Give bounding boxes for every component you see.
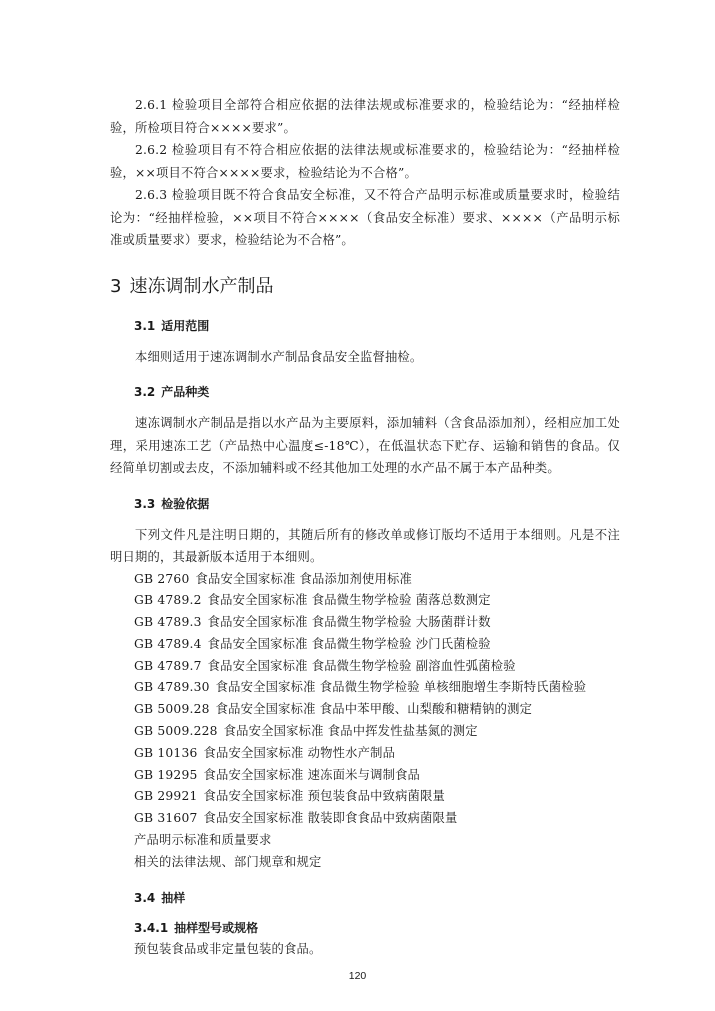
- standard-name: 食品安全国家标准 食品中苯甲酸、山梨酸和糖精钠的测定: [215, 702, 533, 717]
- standard-code: GB 10136: [134, 745, 198, 760]
- standard-code: GB 5009.228: [134, 724, 218, 739]
- standard-item: [134, 634, 620, 656]
- standard-name: 食品安全国家标准 食品微生物学检验 大肠菌群计数: [207, 615, 491, 630]
- standard-name: 食品安全国家标准 散装即食食品中致病菌限量: [203, 811, 458, 826]
- standard-item: [134, 677, 620, 699]
- section-heading-3-3: [134, 494, 620, 514]
- subsection-heading-3-4-1: [134, 918, 620, 938]
- clause-2-6-3: [110, 184, 620, 252]
- standard-item: [134, 590, 620, 612]
- standard-name: 食品安全国家标准 动物性水产制品: [203, 745, 396, 760]
- subsection-3-4-1-text: 预包装食品或非定量包装的食品。: [134, 941, 322, 956]
- clause-text: 检验项目有不符合相应依据的法律法规或标准要求的，检验结论为：“经抽样检验，××项目不符合××××要求，检验结论为不合格”。: [110, 143, 620, 180]
- standard-item: [134, 656, 620, 678]
- standard-name: 食品安全国家标准 速冻面米与调制食品: [203, 767, 421, 782]
- section-heading-3-2: [134, 382, 620, 402]
- clause-2-6-2: [110, 139, 620, 184]
- standard-code: GB 29921: [134, 789, 198, 804]
- standard-item: [134, 765, 620, 787]
- standard-code: GB 19295: [134, 767, 198, 782]
- standard-code: GB 4789.30: [134, 680, 210, 695]
- standard-item: [134, 612, 620, 634]
- standard-code: GB 2760: [134, 571, 190, 586]
- standards-list: [110, 569, 620, 874]
- clause-2-6-1: [110, 94, 620, 139]
- subsection-number: 3.4.1: [134, 920, 169, 935]
- standard-code: GB 5009.28: [134, 702, 210, 717]
- section-title: 抽样: [161, 890, 186, 905]
- standard-item: [134, 699, 620, 721]
- standard-name: 食品安全国家标准 食品微生物学检验 菌落总数测定: [207, 593, 491, 608]
- standard-item: [134, 743, 620, 765]
- clause-text: 检验项目全部符合相应依据的法律法规或标准要求的，检验结论为：“经抽样检验，所检项目符合××××要求”。: [110, 98, 620, 135]
- section-number: 3.1: [134, 318, 156, 333]
- section-number: 3.2: [134, 385, 156, 399]
- section-3-3-intro: 下列文件凡是注明日期的，其随后所有的修改单或修订版均不适用于本细则。凡是不注明日期的，其最新版本适用于本细则。: [110, 527, 620, 564]
- section-heading-3-1: [134, 316, 620, 336]
- standard-code: GB 4789.3: [134, 615, 202, 630]
- section-title: 产品种类: [161, 385, 210, 399]
- standard-name: 食品安全国家标准 食品中挥发性盐基氮的测定: [223, 724, 478, 739]
- section-number: 3.3: [134, 496, 156, 511]
- clause-text: 检验项目既不符合食品安全标准，又不符合产品明示标准或质量要求时，检验结论为：“经抽样检验，××项目不符合××××（食品安全标准）要求、××××（产品明示标准或质量要求）要求，检验结论为不合格”。: [110, 188, 620, 247]
- standard-name: 食品安全国家标准 食品微生物学检验 单核细胞增生李斯特氏菌检验: [215, 680, 587, 695]
- clause-number: 2.6.1: [135, 98, 168, 112]
- standard-item: [134, 786, 620, 808]
- section-title: 检验依据: [161, 496, 210, 511]
- standard-item: [134, 721, 620, 743]
- subsection-title: 抽样型号或规格: [174, 920, 259, 935]
- standard-name: 食品安全国家标准 食品微生物学检验 副溶血性弧菌检验: [207, 658, 516, 673]
- standard-code: GB 31607: [134, 811, 198, 826]
- chapter-heading: [110, 274, 620, 300]
- section-number: 3.4: [134, 890, 156, 905]
- clause-number: 2.6.3: [135, 188, 168, 202]
- chapter-title: 速冻调制水产制品: [129, 275, 274, 297]
- clause-number: 2.6.2: [135, 143, 168, 157]
- list-item: 产品明示标准和质量要求: [134, 833, 272, 848]
- standard-item: [134, 569, 620, 591]
- standard-name: 食品安全国家标准 预包装食品中致病菌限量: [203, 789, 446, 804]
- page-content: [110, 94, 620, 960]
- section-heading-3-4: [134, 888, 620, 908]
- section-3-1-text: 本细则适用于速冻调制水产制品食品安全监督抽检。: [135, 349, 423, 364]
- standard-code: GB 4789.7: [134, 658, 202, 673]
- section-3-2-text: 速冻调制水产制品是指以水产品为主要原料，添加辅料（含食品添加剂），经相应加工处理，采用速冻工艺（产品热中心温度≤-18℃），在低温状态下贮存、运输和销售的食品。仅经简单切割或去皮，不添加辅料或不经其他加工处理的水产品不属于本产品种类。: [110, 416, 620, 475]
- standard-name: 食品安全国家标准 食品添加剂使用标准: [195, 571, 413, 586]
- standard-name: 食品安全国家标准 食品微生物学检验 沙门氏菌检验: [207, 636, 491, 651]
- list-item: 相关的法律法规、部门规章和规定: [134, 854, 322, 869]
- standard-item: [134, 808, 620, 830]
- chapter-number: 3: [110, 275, 122, 297]
- section-title: 适用范围: [161, 318, 210, 333]
- page-number: 120: [348, 970, 367, 982]
- standard-code: GB 4789.4: [134, 636, 202, 651]
- standard-code: GB 4789.2: [134, 593, 202, 608]
